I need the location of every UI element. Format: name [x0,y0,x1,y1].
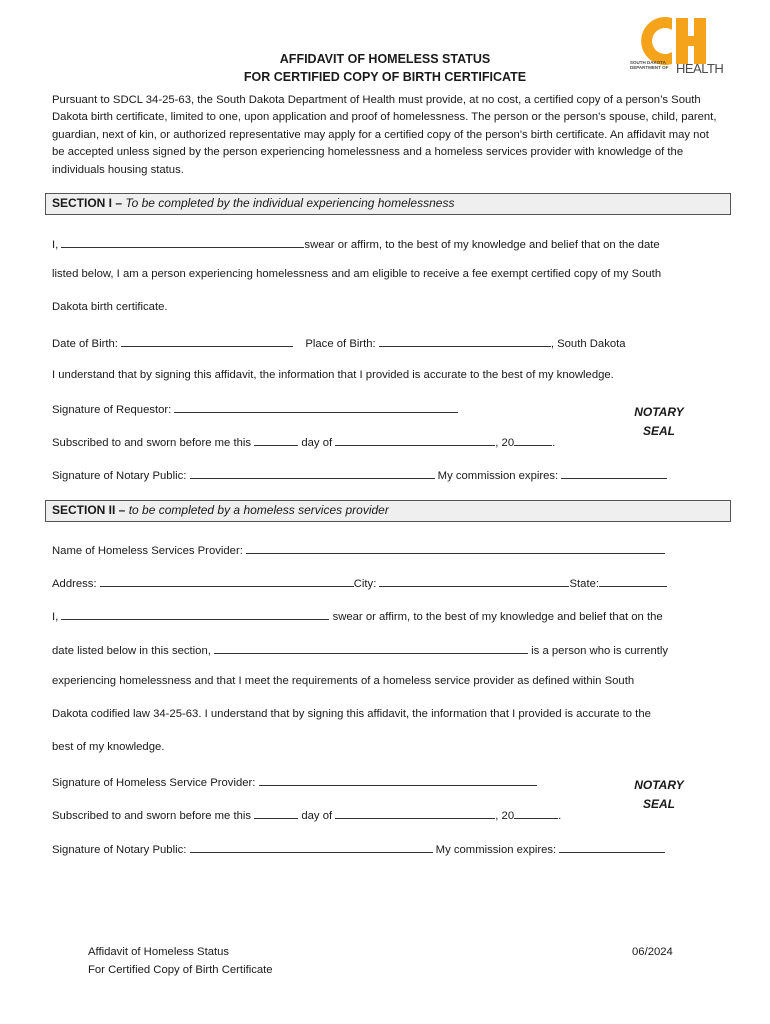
s1-day-field[interactable] [254,434,298,446]
requestor-signature-field[interactable] [174,401,458,413]
s2-swear-line: I, swear or affirm, to the best of my knowledge and belief that on the [52,608,663,623]
s2-notary-seal: NOTARY SEAL [634,778,684,811]
s1-month-field[interactable] [335,434,495,446]
intro-paragraph: Pursuant to SDCL 34-25-63, the South Dakota Department of Health must provide, at no cost, a certified copy of a person’s South Dakota birth certificate, limited to one, upon application and proof of homelessness. The person or the person's spouse, child, parent, guardian, next of kin, or authorized representative may apply for a certified copy of the person's birth certificate. An affidavit may not be accepted unless signed by the person experiencing homelessness and a homeless services provider with knowledge of the individuals housing status. [52,94,717,176]
s1-name-field[interactable] [61,236,304,248]
s1-line2: listed below, I am a person experiencing homelessness and am eligible to receive a fee exempt certified copy of my South [52,268,662,280]
s2-provider-line: Name of Homeless Services Provider: [52,542,665,557]
s1-notary-line: Signature of Notary Public: My commission expires: [52,467,667,482]
s1-notary-signature-field[interactable] [190,467,435,479]
footer-date: 06/2024 [632,946,673,958]
page-title-line2: FOR CERTIFIED COPY OF BIRTH CERTIFICATE [243,70,527,84]
s2-notary-signature-field[interactable] [190,841,433,853]
provider-signature-field[interactable] [259,774,537,786]
state-field[interactable] [599,575,667,587]
s1-commission-field[interactable] [561,467,667,479]
s1-sig-requestor-line: Signature of Requestor: [52,401,458,416]
s2-line4: Dakota codified law 34-25-63. I understand that by signing this affidavit, the information that I provided is accurate to the [52,708,651,720]
page-title-line1: AFFIDAVIT OF HOMELESS STATUS [279,52,491,66]
s2-year-field[interactable] [514,807,558,819]
city-field[interactable] [379,575,569,587]
s1-birth-line: Date of Birth: Place of Birth: , South Dakota [52,335,626,350]
s2-person-field[interactable] [214,642,528,654]
address-field[interactable] [100,575,354,587]
s2-day-field[interactable] [254,807,298,819]
section-2-header [45,500,731,522]
s1-line3: Dakota birth certificate. [52,301,168,313]
s2-sig-provider-line: Signature of Homeless Service Provider: [52,774,537,789]
section-2-subtitle: to be completed by a homeless services provider [128,503,389,517]
footer-title [88,943,273,979]
s2-line3: experiencing homelessness and that I meet the requirements of a homeless service provider as defined within South [52,675,635,687]
date-of-birth-field[interactable] [121,335,293,347]
s1-year-field[interactable] [514,434,552,446]
s2-name-field[interactable] [61,608,329,620]
section-1-subtitle: To be completed by the individual experiencing homelessness [125,196,455,210]
logo-small-text: SOUTH DAKOTA DEPARTMENT OF [630,60,669,70]
s2-address-line: Address: City: State: [52,575,667,590]
s2-commission-field[interactable] [559,841,665,853]
s2-month-field[interactable] [335,807,495,819]
s2-subscribed-line: Subscribed to and sworn before me this day of , 20 . [52,807,561,822]
s1-swear-line: I, swear or affirm, to the best of my knowledge and belief that on the date [52,236,660,251]
s2-date-line: date listed below in this section, is a person who is currently [52,642,668,657]
s1-understand: I understand that by signing this affidavit, the information that I provided is accurate to the best of my knowledge. [52,369,614,381]
section-1-label: SECTION I – [52,196,123,210]
s2-line5: best of my knowledge. [52,741,165,753]
s1-subscribed-line: Subscribed to and sworn before me this day of , 20 . [52,434,555,449]
footer-line1: Affidavit of Homeless Status [88,946,230,958]
logo-health-text: HEALTH [676,61,724,76]
s1-notary-seal: NOTARY SEAL [634,405,684,438]
sd-health-logo [628,14,728,78]
section-2-label: SECTION II – [52,503,126,517]
provider-name-field[interactable] [246,542,665,554]
footer-line2: For Certified Copy of Birth Certificate [88,964,273,976]
place-of-birth-field[interactable] [379,335,551,347]
section-1-header [45,193,731,215]
s2-notary-line: Signature of Notary Public: My commission expires: [52,841,665,856]
